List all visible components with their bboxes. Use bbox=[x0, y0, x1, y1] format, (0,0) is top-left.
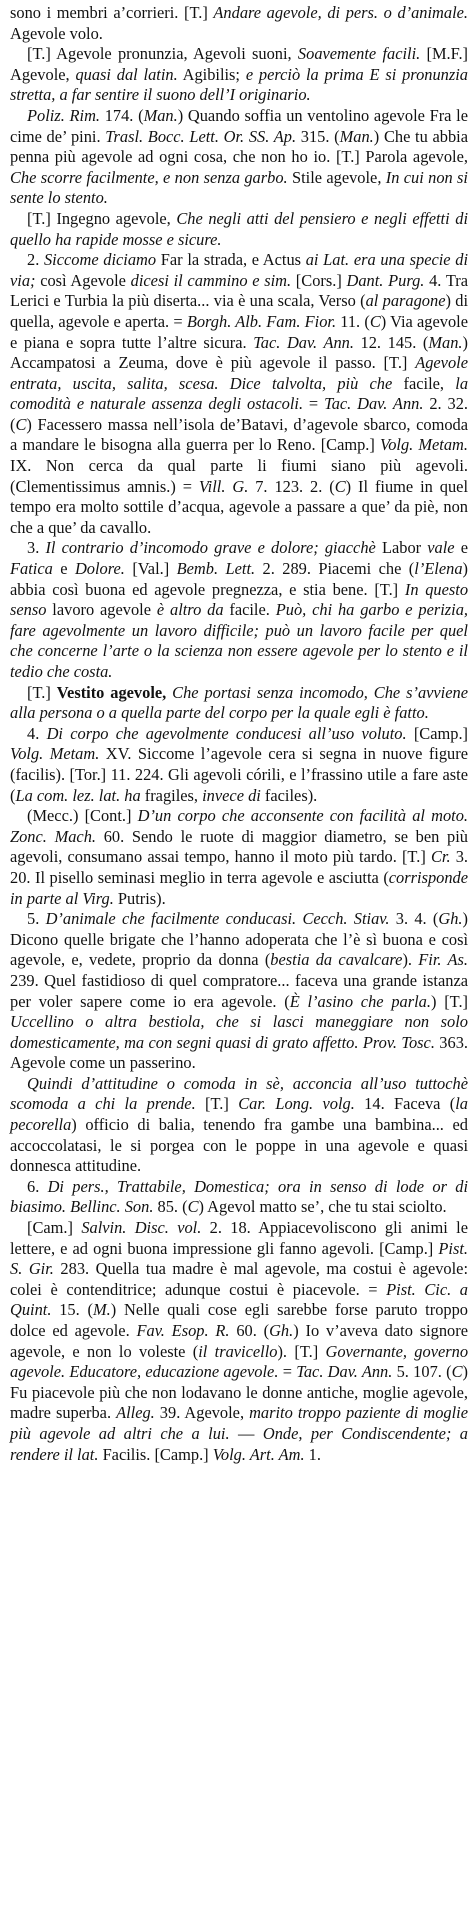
italic-run: Bemb. Lett. bbox=[176, 559, 256, 579]
italic-run: è altro da bbox=[156, 600, 224, 620]
text-run: [T.] Ingegno agevole, bbox=[27, 208, 177, 228]
italic-run: Andare agevole, di pers. o d’animale. bbox=[213, 3, 468, 22]
text-run: lavoro agevole bbox=[46, 600, 157, 620]
italic-run: corrisponde in parte al Virg. bbox=[10, 867, 468, 908]
text-run: 315. ( bbox=[296, 126, 340, 146]
bold-run: Vestito agevole, bbox=[56, 682, 167, 702]
italic-run: il travicello bbox=[198, 1341, 278, 1361]
text-run: [Cam.] bbox=[27, 1218, 82, 1238]
italic-run: Che portasi senza incomodo, Che s’avviene alla persona o a quella parte del corpo per la quale egli è fatto. bbox=[10, 682, 468, 723]
text-run: 6. bbox=[27, 1176, 48, 1196]
italic-run: Poliz. Rim. bbox=[27, 105, 100, 125]
italic-run: Man. bbox=[428, 332, 463, 352]
entry-paragraph-mecc bbox=[10, 806, 468, 909]
text-run: ) Io v’aveva dato signore agevole, e non lo voleste ( bbox=[10, 1321, 468, 1361]
text-run: [T.] bbox=[27, 682, 57, 702]
italic-run: C bbox=[369, 311, 381, 331]
italic-run: Pist. Cic. a Quint. bbox=[10, 1279, 468, 1320]
italic-run: Onde, per Condiscendente; a rendere il lat. bbox=[10, 1423, 468, 1464]
text-run: così Agevole bbox=[35, 270, 131, 290]
text-run: [M.F.] Agevole, bbox=[10, 44, 469, 84]
text-run: ). [T.] bbox=[277, 1341, 326, 1361]
italic-run: Che negli atti del pensiero e negli effetti di quello ha rapide mosse e sicure. bbox=[10, 208, 468, 249]
italic-run: Pist. S. Gir. bbox=[10, 1238, 468, 1279]
text-run: 7. 123. 2. ( bbox=[248, 476, 335, 496]
text-run: 239. Quel fastidioso di quel compratore... faceva una grande istanza per voler sapere come io era agevole. ( bbox=[10, 970, 468, 1011]
text-run: ) Dicono quelle brigate che l’hanno adoperata che l’è sì buona e così agevole, e, vedete, proprio da donna ( bbox=[10, 909, 468, 970]
text-run: ) Agevol matto se’, che tu stai sciolto. bbox=[198, 1197, 447, 1217]
entry-paragraph-pronunzia bbox=[10, 44, 468, 106]
text-run: Agibilis; bbox=[177, 64, 246, 84]
italic-run: vale bbox=[427, 538, 455, 558]
text-run: ) abbia così buona ed agevole pregnezza, e stia bene. [T.] bbox=[10, 559, 468, 599]
text-run: [Val.] bbox=[124, 559, 177, 579]
italic-run: Dant. Purg. bbox=[346, 270, 425, 290]
italic-run: e perciò la prima E si pronunzia stretta, a far sentire il suono dell’I originario. bbox=[10, 64, 468, 105]
text-run: ) Fu piacevole più che non lodavano le donne antiche, moglie agevole, madre superba. bbox=[10, 1362, 468, 1423]
italic-run: al paragone bbox=[365, 291, 446, 311]
italic-run: Bellinc. Son. bbox=[70, 1197, 154, 1217]
text-run: 4. bbox=[27, 723, 47, 743]
text-run: [T.] bbox=[195, 1094, 239, 1114]
text-run: IX. Non cerca da qual parte li fiumi siano più agevoli. (Clementissimus amnis.) = bbox=[10, 456, 468, 496]
italic-run: D’animale che facilmente conducasi. bbox=[45, 909, 297, 929]
italic-run: la pecorella bbox=[10, 1094, 468, 1135]
text-run: 85. ( bbox=[153, 1197, 188, 1217]
text-run: ) Via agevole e piana e sopra tutte l’altre sicura. bbox=[10, 311, 468, 352]
text-run: Facilis. [Camp.] bbox=[98, 1444, 213, 1464]
italic-run: C bbox=[15, 414, 27, 434]
text-run: ). bbox=[402, 950, 419, 970]
entry-sense-3 bbox=[10, 538, 468, 682]
text-run: (Mecc.) [Cont.] bbox=[27, 806, 138, 826]
italic-run: marito troppo paziente di moglie più agevole ad altri che a lui. bbox=[10, 1403, 468, 1443]
italic-run: Tac. Dav. Ann. bbox=[253, 332, 354, 352]
text-run: — bbox=[229, 1423, 263, 1443]
text-run: Labor bbox=[375, 538, 428, 558]
text-run: Agevole volo. bbox=[10, 23, 103, 43]
text-run: 11. ( bbox=[336, 311, 370, 331]
text-run: ) Il fiume in quel tempo era molto sottile d’acqua, agevole a passare a que’ da piè, non che a que’ da cavallo. bbox=[10, 476, 468, 537]
text-run: ) [T.] bbox=[430, 991, 468, 1011]
text-run: ) Accampatosi a Zeuma, dove è più agevole il passo. [T.] bbox=[10, 332, 468, 373]
text-run: 2. 18. Appiacevoliscono gli animi le lettere, e ad ogni buona impressione gli fanno agevoli. [Camp.] bbox=[10, 1218, 468, 1258]
text-run: XV. Siccome l’agevole cera si segna in nuove figure (facilis). [Tor.] 11. 224. Gli agevoli córili, e l’frassino utile a fare aste ( bbox=[10, 744, 468, 805]
italic-run: Tac. Dav. Ann. bbox=[324, 394, 424, 414]
entry-sense-2 bbox=[10, 250, 468, 538]
text-run: ) di quella, agevole e aperta. = bbox=[10, 291, 468, 331]
text-run: ) Facessero massa nell’isola de’Batavi, d’agevole sbarco, comoda a mandare le bisogna alla guerra per lo Reno. [Camp.] bbox=[10, 414, 468, 455]
text-run: ) Nelle quali cose egli sarebbe forse paruto troppo dolce ed agevole. bbox=[10, 1300, 468, 1340]
text-run: Putris). bbox=[113, 888, 166, 908]
text-run: 4. Tra Lerici e Turbia la più diserta... via è una scala, Verso ( bbox=[10, 270, 468, 311]
italic-run: Vill. G. bbox=[198, 476, 249, 496]
text-run: Stile agevole, bbox=[287, 167, 386, 187]
italic-run: Borgh. Alb. Fam. Fior. bbox=[186, 311, 337, 331]
italic-run: la comodità e naturale assenza degli ostacoli. bbox=[10, 373, 469, 414]
text-run: 3. 20. Il pisello seminasi meglio in terra agevole e asciutta ( bbox=[10, 847, 469, 887]
text-run: 3. bbox=[27, 538, 46, 558]
text-run: 2. 289. Piacemi che ( bbox=[255, 559, 415, 579]
italic-run: Fav. Esop. R. bbox=[136, 1321, 230, 1340]
italic-run: Uccellino o altra bestiola, che si lasci maneggiare non solo domesticamente, ma con segni quasi di grato affetto. bbox=[10, 1012, 468, 1052]
italic-run: C bbox=[334, 476, 346, 496]
text-run: [Cors.] bbox=[291, 270, 347, 290]
text-run: [Camp.] bbox=[406, 723, 469, 743]
italic-run: Cecch. Stiav. bbox=[302, 909, 390, 929]
entry-paragraph-continuation bbox=[10, 3, 468, 44]
italic-run: In questo senso bbox=[10, 579, 469, 620]
text-run: fragiles, bbox=[140, 785, 203, 805]
text-run: faciles). bbox=[260, 785, 318, 805]
text-run: sono i membri a’corrieri. [T.] bbox=[10, 3, 214, 22]
italic-run: Man. bbox=[143, 105, 178, 125]
text-run: 2. 32. ( bbox=[10, 394, 468, 434]
entry-sense-5 bbox=[10, 909, 468, 1074]
text-run bbox=[109, 1177, 117, 1196]
italic-run: Agevole entrata, uscita, salita, scesa. Dice talvolta, più che bbox=[10, 353, 468, 393]
text-run: Far la strada, e Actus bbox=[156, 250, 306, 270]
entry-paragraph-attitudine bbox=[10, 1074, 468, 1177]
text-run: 2. bbox=[27, 250, 44, 270]
entry-sense-6 bbox=[10, 1177, 468, 1218]
italic-run: Volg. Metam. bbox=[380, 435, 468, 455]
italic-run: Alleg. bbox=[116, 1403, 155, 1423]
italic-run: Gh. bbox=[438, 909, 463, 929]
italic-run: bestia da cavalcare bbox=[270, 950, 403, 970]
entry-paragraph-poliziano bbox=[10, 106, 468, 209]
italic-run: quasi dal latin. bbox=[75, 64, 178, 84]
text-run: 60. ( bbox=[229, 1321, 270, 1340]
text-run: 15. ( bbox=[51, 1300, 93, 1320]
italic-run: invece di bbox=[202, 785, 261, 805]
italic-run: Prov. Tosc. bbox=[362, 1032, 435, 1052]
entry-paragraph-salvini bbox=[10, 1218, 468, 1465]
italic-run: In cui non si sente lo stento. bbox=[10, 167, 468, 208]
italic-run: Governante, governo agevole. Educatore, educazione agevole. bbox=[10, 1341, 469, 1382]
italic-run: ai Lat. era una specie di via; bbox=[10, 250, 469, 290]
italic-run: C bbox=[187, 1197, 199, 1217]
italic-run: Volg. Art. Am. bbox=[212, 1444, 305, 1464]
entry-paragraph-ingegno bbox=[10, 209, 468, 250]
text-run: 5. bbox=[27, 909, 46, 929]
text-run: 5. 107. ( bbox=[392, 1362, 452, 1382]
text-run: 14. Faceva ( bbox=[354, 1094, 456, 1114]
italic-run: Di pers., bbox=[47, 1176, 109, 1196]
text-run: = bbox=[303, 394, 325, 414]
italic-run: Salvin. Disc. vol. bbox=[81, 1218, 202, 1238]
italic-run: D’un corpo che acconsente con facilità al moto. bbox=[137, 806, 468, 826]
italic-run: Fatica bbox=[10, 559, 53, 579]
text-run: ) Che tu abbia penna più agevole ad ogni cosa, che non ho io. [T.] Parola agevole, bbox=[10, 126, 468, 167]
italic-run: Può, chi ha garbo e perizia, fare agevolmente un lavoro difficile; può un lavoro facile per quel che concerne l’arte o la scienza non essere agevole per lo stento e il tedio che costa. bbox=[10, 600, 469, 681]
text-run: ) Quando soffia un ventolino agevole Fra le cime de’ pini. bbox=[10, 105, 468, 146]
italic-run: Siccome diciamo bbox=[43, 250, 157, 270]
italic-run: Trasl. Bocc. Lett. Or. SS. Ap. bbox=[105, 126, 297, 146]
italic-run: Dolore. bbox=[74, 559, 125, 579]
italic-run: Quindi d’attitudine o comoda in sè, acconcia all’uso tuttochè scomoda a chi la prende. bbox=[10, 1073, 468, 1114]
italic-run: La com. lez. lat. ha bbox=[15, 785, 141, 805]
italic-run: Zonc. Mach. bbox=[10, 826, 96, 846]
italic-run: Fir. As. bbox=[418, 950, 469, 970]
italic-run: Il contrario d’incomodo grave e dolore; giacchè bbox=[45, 538, 376, 558]
text-run: = bbox=[278, 1362, 297, 1382]
italic-run: Car. Long. volg. bbox=[238, 1094, 355, 1114]
italic-run: M. bbox=[92, 1300, 111, 1320]
entry-paragraph-vestito bbox=[10, 683, 468, 724]
text-run: ) officio di balia, tenendo fra gambe una bambina... ed accoccolatasi, le si porgea con le poppe in una agevole e quasi donnesca attitudine. bbox=[10, 1115, 468, 1176]
text-run: e bbox=[454, 538, 469, 558]
text-run: 12. 145. ( bbox=[353, 332, 429, 352]
italic-run: C bbox=[451, 1362, 463, 1382]
italic-run: Man. bbox=[339, 126, 374, 146]
text-run: [T.] Agevole pronunzia, Agevoli suoni, bbox=[27, 44, 298, 64]
italic-run: Che scorre facilmente, e non senza garbo. bbox=[10, 167, 288, 187]
italic-run: dicesi il cammino e sim. bbox=[130, 270, 292, 290]
text-run: facile, bbox=[392, 373, 456, 393]
italic-run: l’Elena bbox=[414, 559, 463, 579]
italic-run: Gh. bbox=[269, 1321, 294, 1340]
italic-run: Soavemente facili. bbox=[297, 44, 421, 64]
text-run: 60. Sendo le ruote di maggior diametro, se ben più agevoli, consumano assai tempo, hanno il moto più tardo. [T.] bbox=[10, 826, 468, 867]
italic-run: Di corpo che agevolmente conducesi all’uso voluto. bbox=[46, 723, 407, 743]
italic-run: Volg. Metam. bbox=[10, 744, 100, 764]
text-run: 39. Agevole, bbox=[154, 1403, 250, 1423]
text-run: 363. Agevole come un passerino. bbox=[10, 1032, 468, 1073]
text-run: facile. bbox=[223, 600, 276, 620]
italic-run: È l’asino che parla. bbox=[289, 991, 431, 1011]
italic-run: Tac. Dav. Ann. bbox=[296, 1362, 393, 1382]
italic-run: Trattabile, Domestica; ora in senso di lode or di biasimo. bbox=[10, 1176, 468, 1217]
text-run: 174. ( bbox=[100, 105, 144, 125]
text-run: e bbox=[52, 559, 75, 579]
text-run: 3. 4. ( bbox=[389, 909, 439, 929]
italic-run: Cr. bbox=[430, 847, 451, 867]
text-run: 1. bbox=[304, 1444, 321, 1464]
entry-sense-4 bbox=[10, 724, 468, 806]
text-run: 283. Quella tua madre è mal agevole, ma costui è agevole: colei è contenditrice; adunque costui è piacevole. = bbox=[10, 1259, 468, 1299]
